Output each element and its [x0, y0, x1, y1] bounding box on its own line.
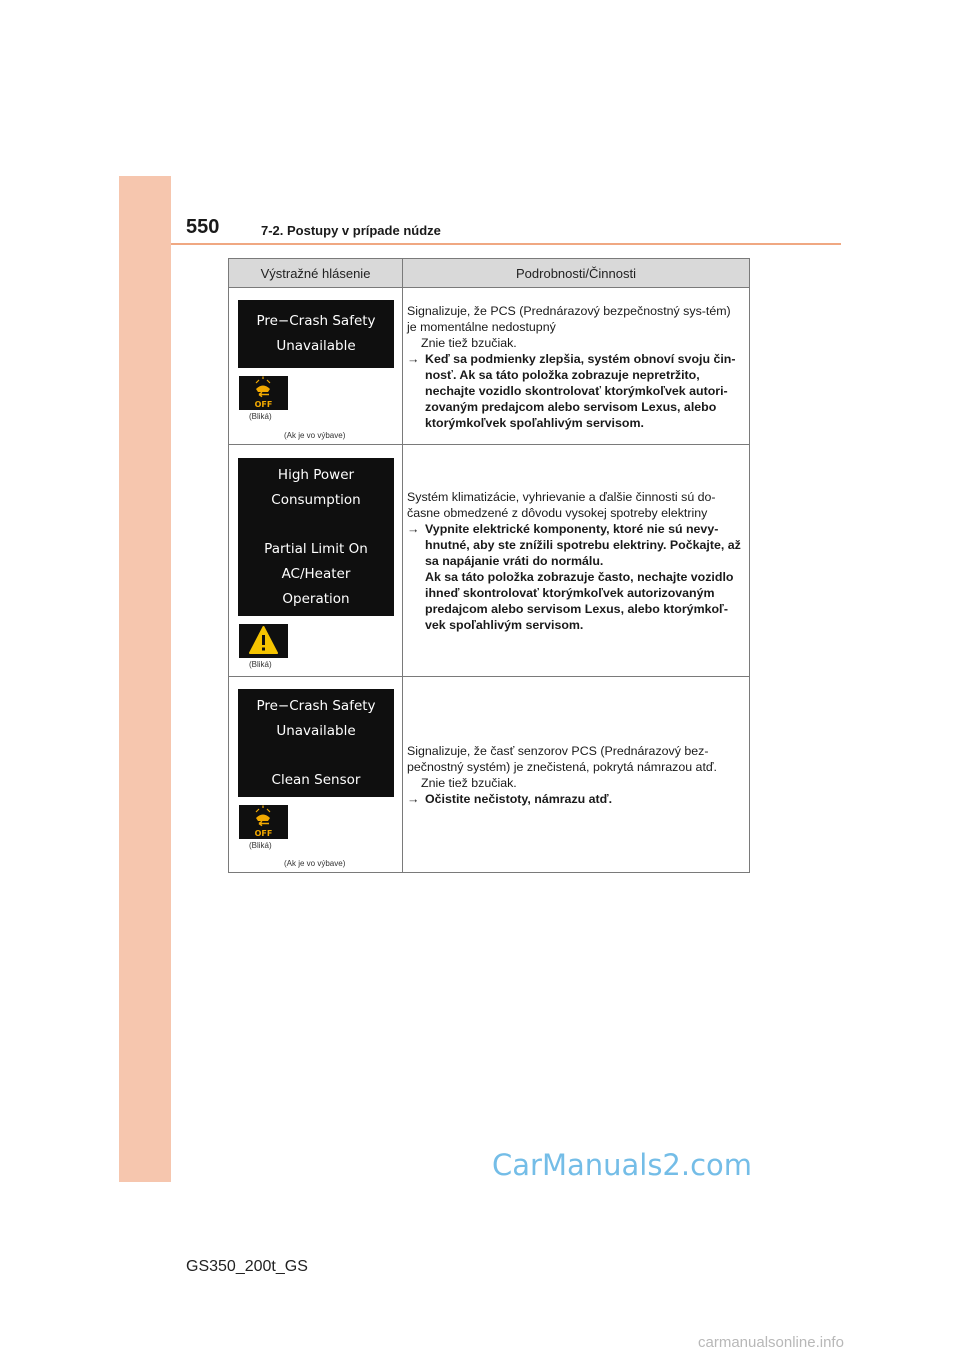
- display-line: Clean Sensor: [271, 771, 361, 788]
- header-rule: [171, 243, 841, 245]
- display-line: Operation: [282, 590, 350, 607]
- details-text: Signalizuje, že PCS (Prednárazový bezpečnostný sys-tém) je momentálne nedostupný: [407, 304, 731, 334]
- message-cell: [229, 677, 403, 873]
- details-cell: [403, 445, 750, 677]
- watermark-carmanualsonline: carmanualsonline.info: [698, 1334, 844, 1351]
- display-line: AC/Heater: [281, 565, 351, 582]
- details-note: Znie tiež bzučiak.: [421, 775, 517, 790]
- arrow-icon: →: [407, 791, 420, 806]
- blinks-note: (Bliká): [249, 841, 272, 850]
- details-action: → Vypnite elektrické komponenty, ktoré nie sú nevy-hnutné, aby ste znížili spotrebu elektriny. Počkajte, až sa napájanie vráti do normálu. Ak sa táto položka zobrazuje často, nechajte vozidlo ihneď skontrolovať ktorýmkoľvek autorizovaným predajcom alebo servisom Lexus, alebo ktorýmkoľ-vek spoľahlivým servisom.: [407, 521, 741, 632]
- arrow-icon: →: [407, 521, 420, 536]
- display-message: [238, 689, 394, 797]
- display-line: Pre−Crash Safety: [256, 313, 376, 329]
- warning-table: [228, 258, 750, 873]
- display-line: Pre−Crash Safety: [256, 697, 376, 714]
- display-line: Unavailable: [276, 338, 356, 354]
- table-row: [229, 288, 750, 445]
- details-note: Znie tiež bzučiak.: [421, 336, 517, 350]
- blinks-note: (Bliká): [249, 412, 272, 421]
- model-code: GS350_200t_GS: [186, 1258, 308, 1275]
- details-cell: [403, 677, 750, 873]
- arrow-icon: →: [407, 352, 420, 366]
- display-line: High Power: [277, 466, 355, 483]
- page-number: 550: [186, 216, 220, 238]
- message-cell: [229, 445, 403, 677]
- table-row: [229, 677, 750, 873]
- details-action: → Keď sa podmienky zlepšia, systém obnoví svoju čin-nosť. Ak sa táto položka zobrazuje nepretržito, nechajte vozidlo skontrolovať ktorýmkoľvek autori-zovaným predajcom alebo servisom Lexus, alebo ktorýmkoľvek spoľahlivým servisom.: [407, 352, 736, 430]
- blinks-note: (Bliká): [249, 660, 272, 669]
- table-header-row: [229, 259, 750, 288]
- display-line: Partial Limit On: [264, 540, 368, 557]
- icon-label: OFF: [254, 400, 273, 409]
- column-header-details: Podrobnosti/Činnosti: [403, 259, 750, 288]
- display-message: [238, 300, 394, 368]
- details-cell: [403, 288, 750, 445]
- details-text: Systém klimatizácie, vyhrievanie a ďalšie činnosti sú do-časne obmedzené z dôvodu vysokej spotreby elektriny: [407, 489, 716, 520]
- watermark-carmanuals2: CarManuals2.com: [492, 1148, 753, 1182]
- pcs-off-icon: [239, 805, 288, 839]
- display-line: Unavailable: [276, 722, 356, 739]
- display-line: Consumption: [271, 491, 361, 508]
- table-row: [229, 445, 750, 677]
- chapter-title: 7-2. Postupy v prípade núdze: [261, 223, 441, 238]
- side-color-band: [119, 176, 171, 1182]
- icon-label: OFF: [254, 829, 273, 838]
- column-header-message: Výstražné hlásenie: [229, 259, 403, 288]
- display-message: [238, 458, 394, 616]
- details-action: → Očistite nečistoty, námrazu atď.: [407, 791, 613, 806]
- equipment-note: (Ak je vo výbave): [284, 431, 346, 440]
- equipment-note: (Ak je vo výbave): [284, 859, 346, 868]
- message-cell: [229, 288, 403, 445]
- details-text: Signalizuje, že časť senzorov PCS (Prednárazový bez-pečnostný systém) je znečistená, pokrytá námrazou atď.: [407, 743, 717, 774]
- pcs-off-icon: [239, 376, 288, 410]
- warning-triangle-icon: [239, 624, 288, 658]
